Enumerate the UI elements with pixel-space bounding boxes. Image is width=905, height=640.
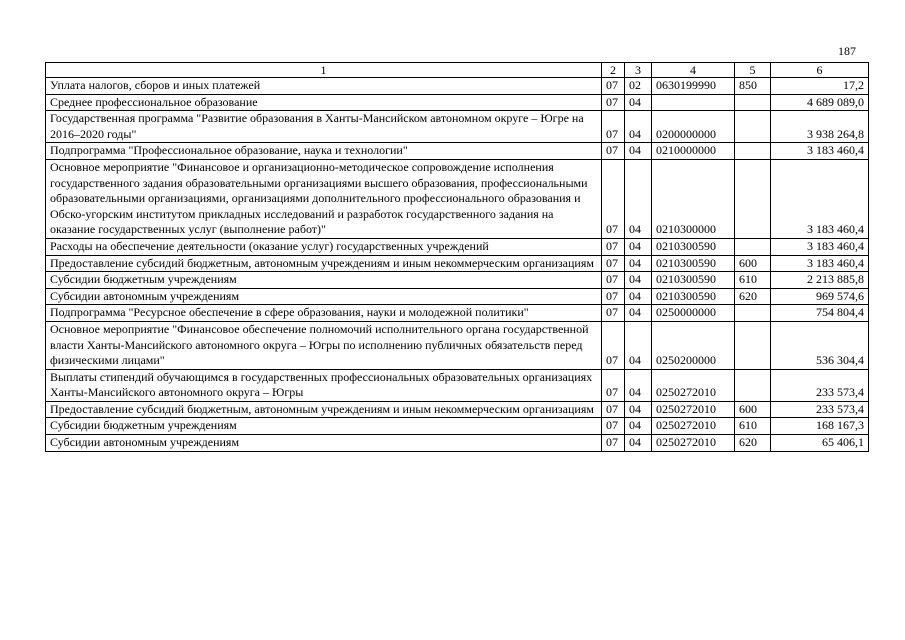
table-row (46, 288, 869, 305)
row-name: Расходы на обеспечение деятельности (оказание услуг) государственных учреждений (46, 238, 602, 255)
row-target: 0210000000 (652, 143, 735, 160)
row-amount: 3 183 460,4 (771, 255, 869, 272)
row-type (735, 305, 771, 322)
row-amount: 17,2 (771, 78, 869, 95)
row-type (735, 159, 771, 238)
row-name: Выплаты стипендий обучающимся в государственных профессиональных образовательных организациях Ханты-Мансийского автономного округа – Югры (46, 369, 602, 401)
row-amount: 168 167,3 (771, 418, 869, 435)
row-name: Субсидии бюджетным учреждениям (46, 418, 602, 435)
table-row (46, 369, 869, 401)
row-subsection: 04 (625, 143, 652, 160)
row-target: 0210300590 (652, 288, 735, 305)
table-row (46, 305, 869, 322)
row-target: 0250272010 (652, 369, 735, 401)
row-target: 0200000000 (652, 111, 735, 143)
column-header-target: 4 (652, 63, 735, 78)
row-section: 07 (602, 159, 625, 238)
row-target: 0630199990 (652, 78, 735, 95)
column-header-name: 1 (46, 63, 602, 78)
column-header-type: 5 (735, 63, 771, 78)
row-subsection: 04 (625, 94, 652, 111)
table-row (46, 272, 869, 289)
row-name: Предоставление субсидий бюджетным, автономным учреждениям и иным некоммерческим организациям (46, 401, 602, 418)
table-row (46, 321, 869, 369)
row-target (652, 94, 735, 111)
table-row (46, 418, 869, 435)
row-name: Уплата налогов, сборов и иных платежей (46, 78, 602, 95)
table-row (46, 401, 869, 418)
row-subsection: 04 (625, 238, 652, 255)
row-section: 07 (602, 418, 625, 435)
row-target: 0210300590 (652, 272, 735, 289)
row-target: 0210300590 (652, 255, 735, 272)
row-target: 0250200000 (652, 321, 735, 369)
row-target: 0210300590 (652, 238, 735, 255)
row-subsection: 04 (625, 418, 652, 435)
table-row (46, 255, 869, 272)
row-section: 07 (602, 401, 625, 418)
row-section: 07 (602, 255, 625, 272)
table-row (46, 159, 869, 238)
row-subsection: 04 (625, 288, 652, 305)
row-amount: 233 573,4 (771, 369, 869, 401)
row-amount: 2 213 885,8 (771, 272, 869, 289)
table-row (46, 435, 869, 452)
row-amount: 3 938 264,8 (771, 111, 869, 143)
row-section: 07 (602, 78, 625, 95)
row-name: Основное мероприятие "Финансовое обеспечение полномочий исполнительного органа государственной власти Ханты-Мансийского автономного округа – Югры по исполнению публичных обязательств перед физическими лицами" (46, 321, 602, 369)
row-target: 0250272010 (652, 418, 735, 435)
row-name: Государственная программа "Развитие образования в Ханты-Мансийском автономном округе – Югре на 2016–2020 годы" (46, 111, 602, 143)
row-type (735, 369, 771, 401)
row-name: Субсидии автономным учреждениям (46, 435, 602, 452)
table-row (46, 78, 869, 95)
row-type: 610 (735, 272, 771, 289)
row-amount: 3 183 460,4 (771, 159, 869, 238)
row-section: 07 (602, 305, 625, 322)
row-name: Субсидии бюджетным учреждениям (46, 272, 602, 289)
row-type: 850 (735, 78, 771, 95)
table-row (46, 94, 869, 111)
row-amount: 3 183 460,4 (771, 143, 869, 160)
row-amount: 233 573,4 (771, 401, 869, 418)
row-subsection: 04 (625, 305, 652, 322)
budget-table (45, 62, 869, 452)
row-subsection: 04 (625, 401, 652, 418)
row-type (735, 321, 771, 369)
row-subsection: 04 (625, 435, 652, 452)
row-section: 07 (602, 272, 625, 289)
row-section: 07 (602, 288, 625, 305)
table-row (46, 111, 869, 143)
row-amount: 65 406,1 (771, 435, 869, 452)
row-name: Подпрограмма "Профессиональное образование, наука и технологии" (46, 143, 602, 160)
row-section: 07 (602, 369, 625, 401)
row-section: 07 (602, 94, 625, 111)
row-subsection: 04 (625, 111, 652, 143)
row-section: 07 (602, 143, 625, 160)
row-target: 0250272010 (652, 435, 735, 452)
table-header-row (46, 63, 869, 78)
page-number: 187 (838, 44, 856, 58)
table-row (46, 143, 869, 160)
row-name: Предоставление субсидий бюджетным, автономным учреждениям и иным некоммерческим организациям (46, 255, 602, 272)
row-type (735, 143, 771, 160)
column-header-amount: 6 (771, 63, 869, 78)
row-subsection: 04 (625, 272, 652, 289)
column-header-subsection: 3 (625, 63, 652, 78)
table-row (46, 238, 869, 255)
row-type (735, 238, 771, 255)
row-amount: 754 804,4 (771, 305, 869, 322)
row-type: 600 (735, 255, 771, 272)
row-subsection: 04 (625, 369, 652, 401)
row-type: 620 (735, 435, 771, 452)
row-type (735, 94, 771, 111)
row-type: 620 (735, 288, 771, 305)
row-section: 07 (602, 238, 625, 255)
row-amount: 3 183 460,4 (771, 238, 869, 255)
row-subsection: 04 (625, 321, 652, 369)
row-section: 07 (602, 435, 625, 452)
row-section: 07 (602, 111, 625, 143)
row-subsection: 02 (625, 78, 652, 95)
row-section: 07 (602, 321, 625, 369)
row-subsection: 04 (625, 255, 652, 272)
row-type (735, 111, 771, 143)
column-header-section: 2 (602, 63, 625, 78)
row-target: 0250000000 (652, 305, 735, 322)
row-target: 0210300000 (652, 159, 735, 238)
row-amount: 4 689 089,0 (771, 94, 869, 111)
row-name: Среднее профессиональное образование (46, 94, 602, 111)
row-type: 610 (735, 418, 771, 435)
row-amount: 536 304,4 (771, 321, 869, 369)
row-target: 0250272010 (652, 401, 735, 418)
row-name: Основное мероприятие "Финансовое и организационно-методическое сопровождение исполнения государственного задания образовательными организациями высшего образования, профессиональными образовательными организациями, организациями дополнительного профессионального образования и Обско-угорским институтом прикладных исследований и разработок государственного задания на оказание государственных услуг (выполнение работ)" (46, 159, 602, 238)
row-amount: 969 574,6 (771, 288, 869, 305)
row-subsection: 04 (625, 159, 652, 238)
row-name: Подпрограмма "Ресурсное обеспечение в сфере образования, науки и молодежной политики" (46, 305, 602, 322)
row-type: 600 (735, 401, 771, 418)
row-name: Субсидии автономным учреждениям (46, 288, 602, 305)
